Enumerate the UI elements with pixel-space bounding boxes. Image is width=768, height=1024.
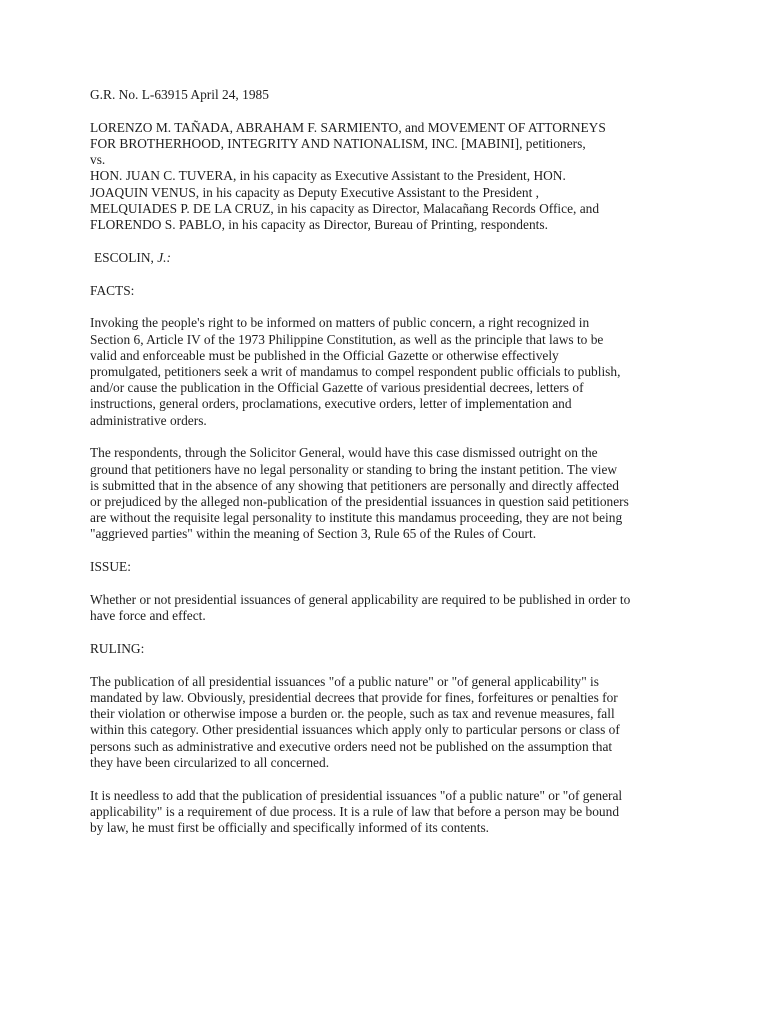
document-body: [90, 87, 682, 853]
ponente: [90, 250, 682, 266]
issue-heading: ISSUE:: [90, 559, 131, 575]
ruling-paragraph-2: It is needless to add that the publication of presidential issuances "of a public nature" or "of general applicability" is a requirement of due process. It is a rule of law that before a person may be bound by law, he must first be officially and specifically informed of its contents.: [90, 787, 623, 836]
case-number: G.R. No. L-63915 April 24, 1985: [90, 87, 269, 102]
facts-paragraph-1: Invoking the people's right to be informed on matters of public concern, a right recognized in Section 6, Article IV of the 1973 Philippine Constitution, as well as the principle that laws to be valid and enforceable must be published in the Official Gazette or otherwise effectively promulgated, petitioners seek a writ of mandamus to compel respondent public officials to publish, and/or cause the publication in the Official Gazette of various presidential decrees, letters of instructions, general orders, proclamations, executive orders, letter of implementation and administrative orders.: [90, 315, 621, 428]
ruling-heading: RULING:: [90, 641, 145, 657]
versus-label: vs.: [90, 152, 106, 168]
petitioners-block: LORENZO M. TAÑADA, ABRAHAM F. SARMIENTO, and MOVEMENT OF ATTORNEYS FOR BROTHERHOOD, INTEGRITY AND NATIONALISM, INC. [MABINI], petitioners,: [90, 119, 606, 151]
ponente-title: J.:: [157, 249, 171, 265]
issue-paragraph-1: Whether or not presidential issuances of general applicability are required to be published in order to have force and effect.: [90, 592, 631, 624]
facts-paragraph-2: The respondents, through the Solicitor General, would have this case dismissed outright on the ground that petitioners have no legal personality or standing to bring the instant petition. The view is submitted that in the absence of any showing that petitioners are personally and directly affected or prejudiced by the alleged non-publication of the presidential issuances in question said petitioners are without the requisite legal personality to institute this mandamus proceeding, they are not being "aggrieved parties" within the meaning of Section 3, Rule 65 of the Rules of Court.: [90, 445, 629, 542]
respondents-block: HON. JUAN C. TUVERA, in his capacity as Executive Assistant to the President, HON. JOAQUIN VENUS, in his capacity as Deputy Executive Assistant to the President , MELQUIADES P. DE LA CRUZ, in his capacity as Director, Malacañang Records Office, and FLORENDO S. PABLO, in his capacity as Director, Bureau of Printing, respondents.: [90, 168, 600, 233]
ruling-paragraph-1: The publication of all presidential issuances "of a public nature" or "of general applicability" is mandated by law. Obviously, presidential decrees that provide for fines, forfeitures or penalties for their violation or otherwise impose a burden or. the people, such as tax and revenue measures, fall within this category. Other presidential issuances which apply only to particular persons or class of persons such as administrative and executive orders need not be published on the assumption that they have been circularized to all concerned.: [90, 673, 620, 770]
facts-heading: FACTS:: [90, 282, 135, 298]
ponente-name: ESCOLIN,: [94, 249, 158, 265]
